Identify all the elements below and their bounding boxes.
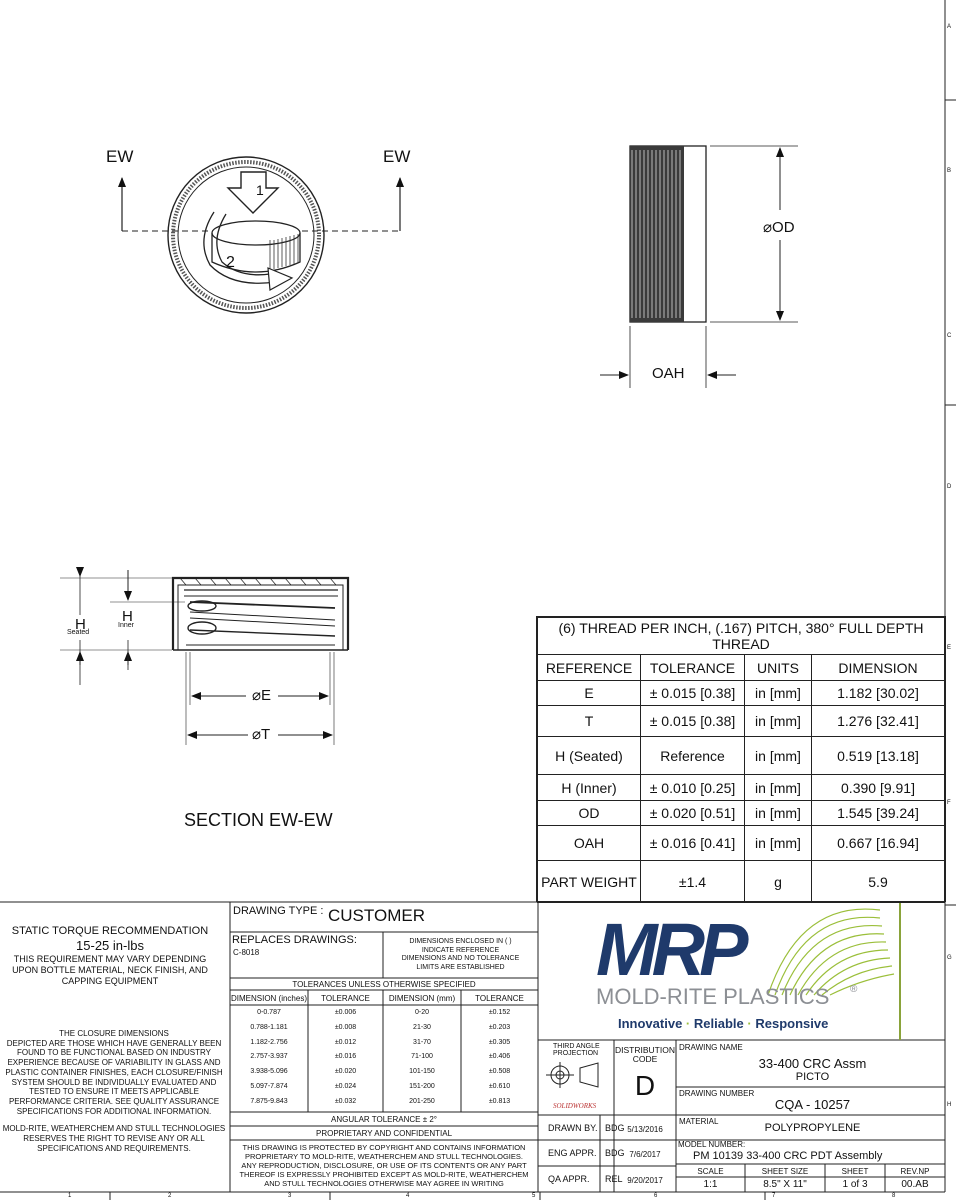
- cell-dimension: 5.9: [812, 861, 945, 903]
- drawing-type-label: DRAWING TYPE :: [233, 905, 324, 917]
- projection-label-2: PROJECTION: [553, 1050, 599, 1057]
- zone-marker: 8: [892, 1193, 896, 1199]
- cell-reference: E: [538, 681, 641, 706]
- tagline-responsive: Responsive: [755, 1016, 829, 1031]
- note-line: THIS DRAWING IS PROTECTED BY COPYRIGHT AND CONTAINS INFORMATION: [242, 1143, 526, 1152]
- note-line: DIMENSIONS AND NO TOLERANCE: [401, 955, 520, 962]
- note-line: SPECIFICATIONS AND REQUIREMENTS.: [37, 1144, 191, 1153]
- note-line: FOUND TO BE FUNCTIONAL BASED ON INDUSTRY: [17, 1048, 211, 1058]
- cell: ±0.508: [488, 1068, 511, 1075]
- sheet-size-label: SHEET SIZE: [761, 1167, 809, 1176]
- table-row: [538, 861, 945, 903]
- sheet-label: SHEET: [841, 1167, 869, 1176]
- cell: 21-30: [413, 1024, 431, 1031]
- cell-tolerance: ± 0.020 [0.51]: [641, 801, 745, 826]
- sheet-size-value: 8.5" X 11": [763, 1179, 807, 1190]
- arrow-number-2: 2: [226, 254, 235, 271]
- zone-marker: C: [947, 333, 952, 339]
- qa-appr-initials: REL: [605, 1174, 623, 1184]
- note-line: THIS REQUIREMENT MAY VARY DEPENDING: [13, 954, 207, 964]
- material-value: POLYPROPYLENE: [764, 1122, 861, 1134]
- drawing-name-line1: 33-400 CRC Assm: [758, 1056, 867, 1071]
- note-line: LIMITS ARE ESTABLISHED: [416, 963, 505, 971]
- cell-tolerance: ±1.4: [641, 861, 745, 903]
- model-number-value: PM 10139 33-400 CRC PDT Assembly: [693, 1150, 883, 1162]
- qa-appr-date: 9/20/2017: [627, 1176, 663, 1185]
- note-line: SPECIFICATIONS FOR ADDITIONAL INFORMATION.: [16, 1106, 212, 1116]
- torque-title: STATIC TORQUE RECOMMENDATION: [11, 925, 209, 937]
- drawing-number-label: DRAWING NUMBER: [679, 1089, 755, 1098]
- cell-dimension: 1.182 [30.02]: [812, 681, 945, 706]
- proprietary-title: PROPRIETARY AND CONFIDENTIAL: [315, 1129, 453, 1138]
- zone-marker: 3: [288, 1193, 292, 1199]
- tagline-innovative: Innovative: [618, 1016, 683, 1031]
- cell: ±0.024: [334, 1083, 357, 1090]
- section-title: SECTION EW-EW: [184, 810, 333, 830]
- thread-spec-table: [536, 616, 946, 902]
- cell: 2.757-3.937: [250, 1053, 288, 1060]
- scale-label: SCALE: [697, 1167, 724, 1176]
- note-line: CAPPING EQUIPMENT: [61, 976, 159, 986]
- note-line: TESTED TO ENSURE IT MEETS APPLICABLE: [29, 1087, 199, 1097]
- cell-reference: T: [538, 706, 641, 737]
- zone-marker: E: [947, 645, 952, 651]
- h-inner-label: H: [122, 608, 133, 625]
- table-row: [538, 737, 945, 775]
- drawing-type-value: CUSTOMER: [328, 906, 425, 925]
- cell: ±0.305: [488, 1039, 511, 1046]
- drawn-by-date: 5/13/2016: [627, 1125, 663, 1134]
- note-line: DEPICTED ARE THOSE WHICH HAVE GENERALLY BEEN: [6, 1038, 222, 1048]
- zone-marker: 1: [68, 1193, 72, 1199]
- header-units: UNITS: [745, 655, 812, 681]
- header-tolerance: TOLERANCE: [641, 655, 745, 681]
- mrp-logo-graphic: [768, 909, 894, 995]
- drawing-name-label: DRAWING NAME: [679, 1043, 743, 1052]
- cell: ±0.016: [334, 1053, 357, 1060]
- zone-marker: D: [947, 484, 952, 490]
- cell: ±0.012: [334, 1039, 357, 1046]
- logo-company-name: MOLD-RITE PLASTICS: [596, 984, 830, 1009]
- note-line: THE CLOSURE DIMENSIONS: [59, 1029, 169, 1038]
- cell-units: in [mm]: [745, 801, 812, 826]
- table-row: [538, 775, 945, 801]
- cell: 71-100: [411, 1053, 433, 1060]
- logo-registered-mark: ®: [850, 984, 858, 995]
- tagline-separator: ·: [747, 1016, 752, 1031]
- cell: 0-20: [414, 1009, 429, 1016]
- t-dimension-label: ⌀T: [252, 726, 271, 743]
- table-row: [230, 1083, 538, 1098]
- h-seated-label: H: [75, 616, 86, 633]
- note-line: PLASTIC CONTAINER FINISHES, EACH CLOSURE/FINISH: [5, 1067, 223, 1077]
- cell-reference: PART WEIGHT: [538, 861, 641, 903]
- eng-appr-date: 7/6/2017: [629, 1150, 661, 1159]
- cell: 7.875-9.843: [250, 1098, 288, 1105]
- cell: 151-200: [409, 1083, 435, 1090]
- table-row: [230, 1068, 538, 1083]
- plan-view: [122, 157, 400, 313]
- table-row: [230, 1024, 538, 1039]
- cell-tolerance: ± 0.016 [0.41]: [641, 826, 745, 861]
- cell: 201-250: [409, 1098, 435, 1105]
- cell: 1.182-2.756: [250, 1039, 288, 1046]
- note-line: UPON BOTTLE MATERIAL, NECK FINISH, AND: [12, 965, 208, 975]
- cell: 0.788-1.181: [250, 1024, 288, 1031]
- tol-header-dim-in: DIMENSION (inches): [230, 994, 307, 1003]
- note-line: RESERVES THE RIGHT TO REVISE ANY OR ALL: [23, 1134, 205, 1143]
- tolerance-rows: [230, 1009, 538, 1113]
- cell-dimension: 0.519 [13.18]: [812, 737, 945, 775]
- h-inner-subscript: Inner: [118, 622, 134, 629]
- drawing-number-value: CQA - 10257: [774, 1097, 851, 1112]
- cell-tolerance: Reference: [641, 737, 745, 775]
- third-angle-projection-symbol: [546, 1062, 598, 1088]
- cell-units: in [mm]: [745, 775, 812, 801]
- zone-marker: G: [947, 955, 952, 961]
- cell-units: g: [745, 861, 812, 903]
- e-dimension-label: ⌀E: [252, 687, 272, 704]
- cell-reference: H (Inner): [538, 775, 641, 801]
- material-label: MATERIAL: [679, 1117, 719, 1126]
- tagline-reliable: Reliable: [693, 1016, 744, 1031]
- cell-dimension: 1.545 [39.24]: [812, 801, 945, 826]
- header-reference: REFERENCE: [538, 655, 641, 681]
- cell-tolerance: ± 0.010 [0.25]: [641, 775, 745, 801]
- note-line: ANY REPRODUCTION, DISCLOSURE, OR USE OF ITS CONTENTS OR ANY PART: [241, 1161, 527, 1170]
- cell: ±0.152: [488, 1009, 511, 1016]
- cell: ±0.020: [334, 1068, 357, 1075]
- cell: 101-150: [409, 1068, 435, 1075]
- cell-dimension: 0.667 [16.94]: [812, 826, 945, 861]
- cell-reference: OAH: [538, 826, 641, 861]
- zone-marker: B: [947, 168, 952, 174]
- scale-value: 1:1: [703, 1179, 718, 1190]
- cell: ±0.008: [334, 1024, 357, 1031]
- cell: ±0.006: [334, 1009, 357, 1016]
- cell-units: in [mm]: [745, 737, 812, 775]
- cell-units: in [mm]: [745, 681, 812, 706]
- rev-value: 00.AB: [901, 1179, 929, 1190]
- proprietary-text: [230, 1143, 538, 1188]
- cell-reference: H (Seated): [538, 737, 641, 775]
- eng-appr-initials: BDG: [605, 1148, 625, 1158]
- closure-note: [0, 1029, 228, 1116]
- table-row: [538, 826, 945, 861]
- cell: 31-70: [413, 1039, 431, 1046]
- oah-label: OAH: [652, 365, 685, 382]
- note-line: PROPRIETARY TO MOLD-RITE, WEATHERCHEM AND STULL TECHNOLOGIES.: [245, 1152, 523, 1161]
- header-dimension: DIMENSION: [812, 655, 945, 681]
- cell-tolerance: ± 0.015 [0.38]: [641, 706, 745, 737]
- model-number-label: MODEL NUMBER:: [678, 1140, 746, 1149]
- angular-tolerance: ANGULAR TOLERANCE ± 2°: [331, 1115, 437, 1124]
- tol-header-dim-mm: DIMENSION (mm): [388, 994, 456, 1003]
- thread-table-title: (6) THREAD PER INCH, (.167) PITCH, 380° FULL DEPTH THREAD: [538, 618, 945, 655]
- rev-label: REV.NP: [900, 1167, 930, 1176]
- rights-note: [0, 1124, 228, 1154]
- arrow-number-1: 1: [256, 182, 264, 198]
- cell: 0-0.787: [257, 1009, 281, 1016]
- zone-marker: A: [947, 24, 952, 30]
- drawn-by-label: DRAWN BY.: [548, 1123, 598, 1133]
- od-label: ⌀OD: [763, 219, 795, 236]
- zone-marker: 5: [532, 1193, 536, 1199]
- qa-appr-label: QA APPR.: [548, 1174, 590, 1184]
- cell: ±0.610: [488, 1083, 511, 1090]
- ew-label-left: EW: [106, 147, 134, 166]
- cell-units: in [mm]: [745, 706, 812, 737]
- distribution-label-1: DISTRIBUTION: [615, 1045, 675, 1055]
- table-row: [538, 706, 945, 737]
- eng-appr-label: ENG APPR.: [548, 1148, 597, 1158]
- software-label: SOLIDWORKS: [553, 1102, 597, 1110]
- table-row: [230, 1009, 538, 1024]
- ew-label-right: EW: [383, 147, 411, 166]
- note-line: DIMENSIONS ENCLOSED IN ( ): [409, 938, 512, 945]
- tol-header-tol-mm: TOLERANCE: [475, 994, 524, 1003]
- side-view: [600, 146, 798, 388]
- tol-header-tol-in: TOLERANCE: [321, 994, 370, 1003]
- cell: ±0.406: [488, 1053, 511, 1060]
- torque-note: [0, 954, 220, 987]
- cell: ±0.032: [334, 1098, 357, 1105]
- table-row: [230, 1039, 538, 1053]
- cell: 3.938-5.096: [250, 1068, 288, 1075]
- note-line: MOLD-RITE, WEATHERCHEM AND STULL TECHNOLOGIES: [2, 1124, 226, 1133]
- cell-units: in [mm]: [745, 826, 812, 861]
- replaces-label: REPLACES DRAWINGS:: [232, 934, 357, 946]
- distribution-code: D: [634, 1070, 656, 1101]
- section-view: [60, 570, 348, 745]
- table-row: [538, 801, 945, 826]
- note-line: AND STULL TECHNOLOGIES OTHERWISE MAY AGREE IN WRITING: [264, 1179, 504, 1188]
- distribution-label-2: CODE: [632, 1054, 658, 1064]
- cell-reference: OD: [538, 801, 641, 826]
- cell-dimension: 0.390 [9.91]: [812, 775, 945, 801]
- cell-tolerance: ± 0.015 [0.38]: [641, 681, 745, 706]
- tolerances-title: TOLERANCES UNLESS OTHERWISE SPECIFIED: [292, 980, 476, 989]
- zone-marker: F: [947, 800, 951, 806]
- drawing-name-line2: PICTO: [795, 1071, 830, 1083]
- replaces-value: C-8018: [233, 948, 260, 957]
- projection-label-1: THIRD ANGLE: [553, 1043, 600, 1050]
- table-row: [538, 681, 945, 706]
- cell: 5.097-7.874: [250, 1083, 288, 1090]
- cell: ±0.813: [488, 1098, 511, 1105]
- note-line: PERFORMANCE CRITERIA. SEE QUALITY ASSURANCE: [8, 1096, 220, 1106]
- zone-marker: 6: [654, 1193, 658, 1199]
- sheet-value: 1 of 3: [842, 1179, 868, 1190]
- note-line: INDICATE REFERENCE: [421, 946, 500, 954]
- note-line: EXPERIENCE BECAUSE OF VARIABILITY IN GLASS AND: [7, 1058, 221, 1068]
- torque-value: 15-25 in-lbs: [76, 938, 144, 953]
- logo-tagline: [618, 1017, 828, 1030]
- logo-letters: MRP: [596, 908, 743, 991]
- table-row: [230, 1053, 538, 1068]
- dims-note: [383, 938, 538, 972]
- note-line: SYSTEM SHOULD BE INDIVIDUALLY EVALUATED AND: [11, 1077, 217, 1087]
- cell: ±0.203: [488, 1024, 511, 1031]
- drawn-by-initials: BDG: [605, 1123, 625, 1133]
- cell-dimension: 1.276 [32.41]: [812, 706, 945, 737]
- note-line: THEREOF IS EXPRESSLY PROHIBITED EXCEPT AS MOLD-RITE, WEATHERCHEM: [239, 1170, 529, 1179]
- tagline-separator: ·: [685, 1016, 691, 1031]
- zone-marker: H: [947, 1102, 952, 1108]
- h-seated-subscript: Seated: [67, 629, 90, 636]
- table-row: [230, 1098, 538, 1113]
- zone-marker: 7: [772, 1193, 776, 1199]
- zone-marker: 4: [406, 1193, 410, 1199]
- zone-marker: 2: [168, 1193, 172, 1199]
